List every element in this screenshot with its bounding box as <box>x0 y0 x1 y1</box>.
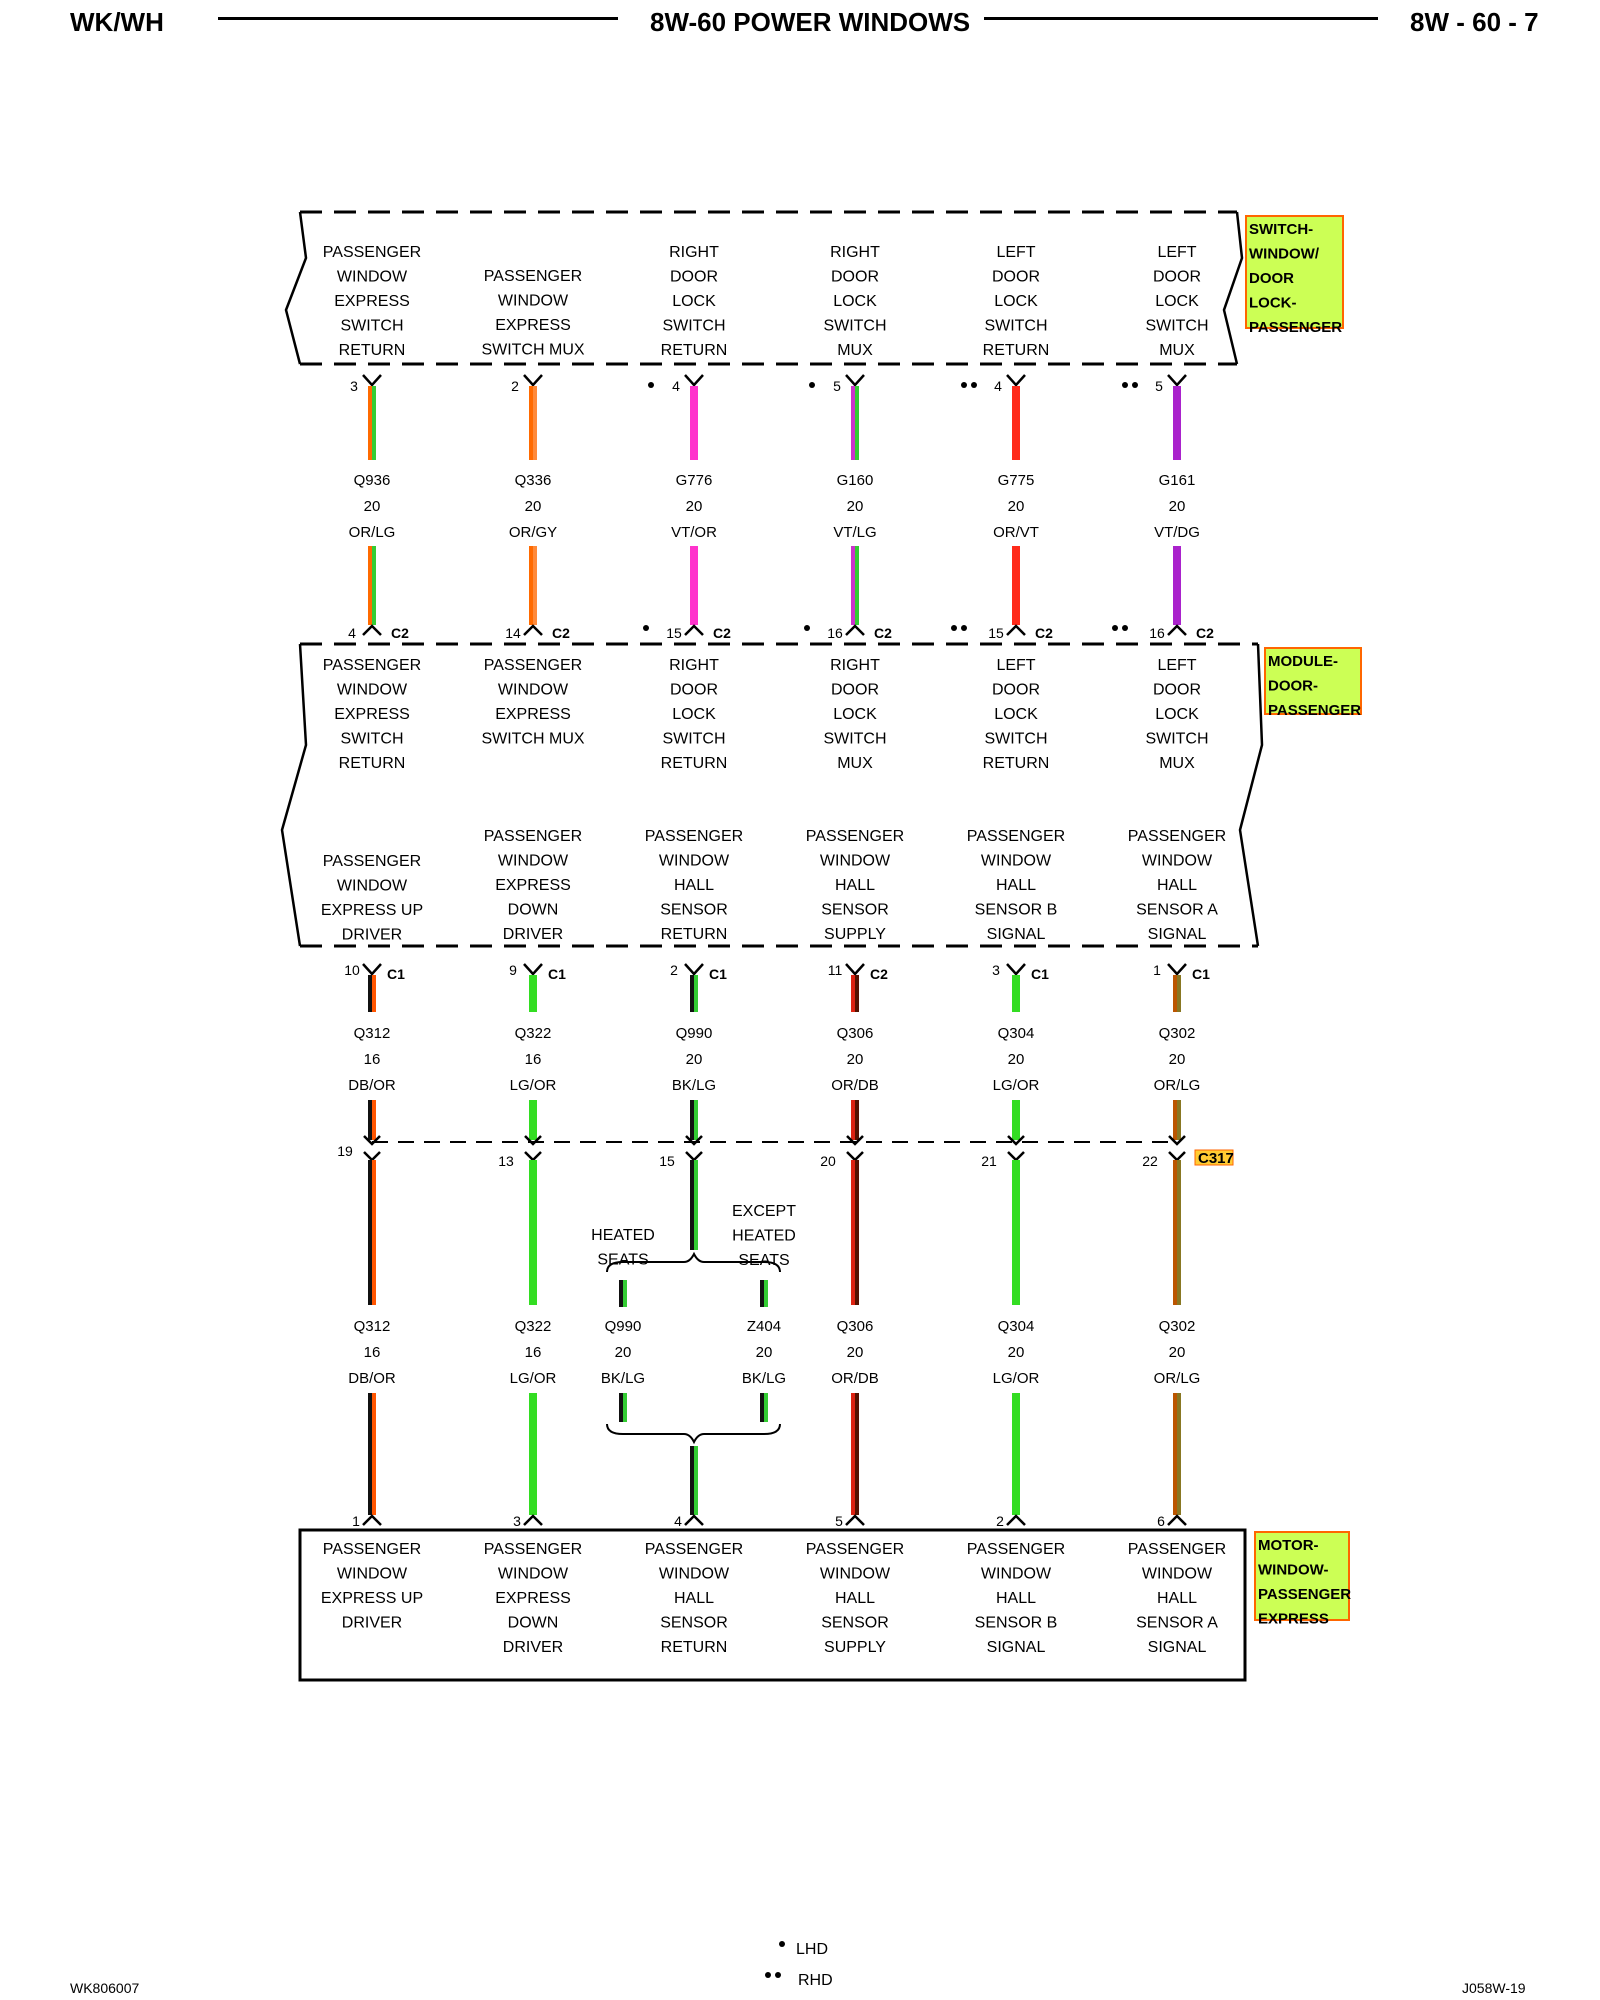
wire-gauge: 20 <box>1168 498 1186 515</box>
wire-circuit: Q936 <box>353 472 391 489</box>
switch-pin-label: LOCK <box>1155 293 1199 310</box>
c317-pin-number: 13 <box>498 1153 514 1169</box>
connector-label: C1 <box>548 966 566 982</box>
motor-pin-label: DRIVER <box>341 1614 403 1632</box>
footer-left: WK806007 <box>70 1980 140 1996</box>
switch-pin-label: LOCK <box>672 293 716 310</box>
module-top-pin-label: DOOR <box>831 681 879 699</box>
wire-circuit: Q322 <box>514 1025 552 1042</box>
wire-color: OR/LG <box>1153 1077 1201 1094</box>
switch-pin-label: PASSENGER <box>483 268 583 285</box>
motor-pin-label: PASSENGER <box>644 1541 744 1558</box>
switch-pin-number: 3 <box>350 378 358 394</box>
wire-circuit: Q304 <box>997 1318 1035 1335</box>
module-bottom-pin-label: PASSENGER <box>644 828 744 845</box>
motor-pin-label: EXPRESS <box>495 1590 571 1607</box>
switch-pin-label: RETURN <box>660 342 728 359</box>
motor-pin-number: 1 <box>352 1513 360 1529</box>
module-top-terminal <box>524 626 542 635</box>
c317-terminal <box>847 1152 863 1160</box>
footer-right: J058W-19 <box>1462 1980 1526 1996</box>
switch-pin-label: SWITCH <box>340 317 404 335</box>
wire-color: BK/LG <box>671 1077 717 1094</box>
connector-c2-label: C2 <box>874 625 892 641</box>
except-heated-seats-label: SEATS <box>738 1252 790 1269</box>
module-top-pin-number: 16 <box>1149 625 1165 641</box>
wire-circuit: Q302 <box>1158 1318 1196 1335</box>
module-top-pin-label: WINDOW <box>497 681 569 699</box>
motor-tag-text: PASSENGER <box>1258 1586 1352 1603</box>
module-bottom-terminal <box>1007 964 1025 974</box>
motor-pin-label: SIGNAL <box>1147 1639 1207 1656</box>
module-bottom-pin-label: SIGNAL <box>1147 926 1207 943</box>
wire-gauge: 20 <box>1007 1344 1025 1361</box>
rhd-marker <box>1112 625 1118 631</box>
module-bottom-pin-number: 3 <box>992 962 1000 978</box>
wire-circuit: Q306 <box>836 1318 874 1335</box>
motor-pin-label: SUPPLY <box>824 1639 886 1656</box>
rhd-marker <box>1132 382 1138 388</box>
switch-tag-text: PASSENGER <box>1249 319 1343 336</box>
switch-pin-label: SWITCH <box>1145 317 1209 335</box>
wire-circuit: Q304 <box>997 1025 1035 1042</box>
motor-terminal <box>846 1516 864 1525</box>
module-top-pin-label: RIGHT <box>669 657 719 674</box>
module-top-pin-label: PASSENGER <box>322 657 422 674</box>
c317-pin-number: 20 <box>820 1153 836 1169</box>
connector-c2-label: C2 <box>713 625 731 641</box>
motor-terminal <box>685 1516 703 1525</box>
module-top-pin-number: 16 <box>827 625 843 641</box>
module-top-pin-label: SWITCH <box>1145 730 1209 748</box>
wire-circuit: G776 <box>675 472 713 489</box>
module-top-terminal <box>685 626 703 635</box>
wire-circuit: Q322 <box>514 1318 552 1335</box>
module-top-pin-label: RIGHT <box>830 657 880 674</box>
wire-color: DB/OR <box>348 1370 396 1387</box>
motor-pin-label: WINDOW <box>336 1565 408 1583</box>
header-rule-left <box>218 17 618 20</box>
motor-pin-label: HALL <box>1156 1590 1198 1607</box>
motor-terminal <box>1007 1516 1025 1525</box>
module-bottom-pin-label: PASSENGER <box>483 828 583 845</box>
motor-tag-text: EXPRESS <box>1258 1610 1329 1628</box>
module-bottom-pin-label: HALL <box>834 877 876 894</box>
rhd-marker <box>961 625 967 631</box>
module-bottom-pin-label: WINDOW <box>1141 852 1213 870</box>
module-bottom-pin-label: WINDOW <box>336 877 408 895</box>
module-outline <box>300 644 1258 946</box>
wire-circuit: Q990 <box>604 1318 642 1335</box>
module-bottom-pin-number: 2 <box>670 962 678 978</box>
motor-pin-label: PASSENGER <box>322 1541 422 1558</box>
module-bottom-pin-label: PASSENGER <box>966 828 1066 845</box>
switch-pin-label: LEFT <box>996 244 1036 261</box>
motor-pin-label: PASSENGER <box>1127 1541 1227 1558</box>
rhd-marker <box>1122 625 1128 631</box>
rhd-legend-label: RHD <box>798 1972 833 1989</box>
rhd-legend-marker <box>775 1972 781 1978</box>
module-top-pin-label: SWITCH MUX <box>481 730 585 748</box>
module-bottom-pin-label: PASSENGER <box>1127 828 1227 845</box>
wire-color: OR/LG <box>1153 1370 1201 1387</box>
switch-pin-label: RETURN <box>982 342 1050 359</box>
switch-pin-label: RETURN <box>338 342 406 359</box>
wire-circuit: Q336 <box>514 472 552 489</box>
switch-pin-label: DOOR <box>831 268 879 286</box>
module-bottom-terminal <box>1168 964 1186 974</box>
switch-pin-label: RIGHT <box>669 244 719 261</box>
module-top-pin-label: SWITCH <box>823 730 887 748</box>
motor-pin-label: PASSENGER <box>805 1541 905 1558</box>
switch-pin-label: SWITCH <box>823 317 887 335</box>
module-bottom-pin-label: HALL <box>995 877 1037 894</box>
except-heated-seats-label: EXCEPT <box>731 1203 797 1220</box>
wire-gauge: 20 <box>524 498 542 515</box>
connector-c2-label: C2 <box>1196 625 1214 641</box>
lhd-marker <box>804 625 810 631</box>
motor-pin-label: SENSOR <box>821 1614 889 1632</box>
switch-pin-number: 4 <box>994 378 1002 394</box>
module-bottom-pin-label: SUPPLY <box>824 926 886 943</box>
wire-color: DB/OR <box>348 1077 396 1094</box>
rhd-marker <box>961 382 967 388</box>
motor-pin-number: 3 <box>513 1513 521 1529</box>
wire-color: VT/LG <box>833 524 877 541</box>
module-top-pin-number: 15 <box>988 625 1004 641</box>
wire-color: VT/DG <box>1154 524 1200 541</box>
connector-label: C2 <box>870 966 888 982</box>
switch-pin-label: MUX <box>1159 342 1195 359</box>
wire-color: VT/OR <box>671 524 717 541</box>
module-bottom-pin-label: SENSOR <box>660 901 728 919</box>
wire-color: OR/LG <box>348 524 396 541</box>
module-bottom-pin-number: 1 <box>1153 962 1161 978</box>
motor-pin-number: 6 <box>1157 1513 1165 1529</box>
switch-pin-number: 5 <box>833 378 841 394</box>
motor-pin-label: EXPRESS UP <box>320 1590 424 1607</box>
module-bottom-terminal <box>846 964 864 974</box>
wire-circuit: Q990 <box>675 1025 713 1042</box>
wire-circuit: G160 <box>836 472 874 489</box>
wire-gauge: 20 <box>1007 498 1025 515</box>
motor-pin-label: WINDOW <box>1141 1565 1213 1583</box>
switch-pin-label: SWITCH MUX <box>481 341 585 359</box>
module-top-pin-label: SWITCH <box>662 730 726 748</box>
module-bottom-pin-label: PASSENGER <box>805 828 905 845</box>
switch-pin-label: PASSENGER <box>322 244 422 261</box>
module-top-pin-label: WINDOW <box>336 681 408 699</box>
motor-pin-label: WINDOW <box>819 1565 891 1583</box>
wire-gauge: 20 <box>614 1344 632 1361</box>
c317-terminal <box>1008 1152 1024 1160</box>
wire-gauge: 16 <box>363 1051 381 1068</box>
lhd-legend-label: LHD <box>796 1941 829 1958</box>
wire-gauge: 16 <box>524 1051 542 1068</box>
switch-outline <box>300 212 1237 364</box>
switch-pin-label: WINDOW <box>336 268 408 286</box>
switch-left-edge <box>286 212 306 364</box>
switch-pin-number: 4 <box>672 378 680 394</box>
switch-terminal <box>1007 375 1025 385</box>
header-right: 8W - 60 - 7 <box>1410 7 1539 37</box>
switch-pin-number: 2 <box>511 378 519 394</box>
wire-gauge: 20 <box>846 498 864 515</box>
header-left: WK/WH <box>70 7 164 37</box>
connector-label: C1 <box>387 966 405 982</box>
module-right-edge <box>1240 644 1262 946</box>
module-top-pin-label: DOOR <box>992 681 1040 699</box>
heated-seats-label: HEATED <box>591 1227 655 1244</box>
module-bottom-pin-label: RETURN <box>660 926 728 943</box>
c317-pin-number: 21 <box>981 1153 997 1169</box>
rhd-marker <box>1122 382 1128 388</box>
switch-tag-text: WINDOW/ <box>1249 245 1319 263</box>
module-bottom-pin-label: SENSOR B <box>974 901 1058 919</box>
wire-gauge: 20 <box>1007 1051 1025 1068</box>
wire-color: OR/DB <box>831 1077 879 1094</box>
switch-pin-label: DOOR <box>670 268 718 286</box>
motor-pin-label: DOWN <box>507 1614 559 1632</box>
module-bottom-pin-label: WINDOW <box>980 852 1052 870</box>
c317-terminal <box>1169 1152 1185 1160</box>
wire-color: OR/GY <box>508 524 558 541</box>
header-title: 8W-60 POWER WINDOWS <box>650 7 971 37</box>
connector-c2-label: C2 <box>391 625 409 641</box>
module-bottom-pin-number: 10 <box>344 962 360 978</box>
switch-pin-label: SWITCH <box>984 317 1048 335</box>
module-bottom-pin-label: HALL <box>1156 877 1198 894</box>
module-bottom-pin-label: WINDOW <box>819 852 891 870</box>
module-bottom-pin-label: WINDOW <box>497 852 569 870</box>
module-top-pin-label: RETURN <box>338 755 406 772</box>
wire-gauge: 20 <box>363 498 381 515</box>
module-top-pin-label: LOCK <box>1155 706 1199 723</box>
connector-label: C1 <box>709 966 727 982</box>
module-top-pin-label: LOCK <box>833 706 877 723</box>
module-top-pin-label: MUX <box>837 755 873 772</box>
switch-pin-label: EXPRESS <box>495 317 571 334</box>
lhd-legend-marker <box>779 1941 785 1947</box>
module-tag-text: DOOR- <box>1268 677 1318 695</box>
switch-terminal <box>363 375 381 385</box>
wire-gauge: 20 <box>1168 1051 1186 1068</box>
wire-circuit: Q312 <box>353 1025 391 1042</box>
rhd-legend-marker <box>765 1972 771 1978</box>
module-top-pin-number: 15 <box>666 625 682 641</box>
module-bottom-pin-number: 9 <box>509 962 517 978</box>
module-top-pin-number: 4 <box>348 625 356 641</box>
motor-pin-label: PASSENGER <box>483 1541 583 1558</box>
connector-label: C1 <box>1192 966 1210 982</box>
switch-tag-text: LOCK- <box>1249 294 1297 312</box>
wire-gauge: 20 <box>685 498 703 515</box>
motor-pin-number: 5 <box>835 1513 843 1529</box>
module-top-pin-label: LEFT <box>1157 657 1197 674</box>
switch-pin-label: RIGHT <box>830 244 880 261</box>
wire-circuit: Q302 <box>1158 1025 1196 1042</box>
motor-pin-label: SIGNAL <box>986 1639 1046 1656</box>
switch-terminal <box>685 375 703 385</box>
motor-pin-label: SENSOR A <box>1136 1614 1218 1632</box>
module-bottom-pin-label: WINDOW <box>658 852 730 870</box>
module-top-pin-number: 14 <box>505 625 521 641</box>
module-bottom-pin-label: SENSOR <box>821 901 889 919</box>
module-top-pin-label: LOCK <box>994 706 1038 723</box>
switch-pin-label: LEFT <box>1157 244 1197 261</box>
motor-pin-label: SENSOR B <box>974 1614 1058 1632</box>
module-top-pin-label: LOCK <box>672 706 716 723</box>
module-tag-text: MODULE- <box>1268 653 1338 670</box>
motor-pin-label: WINDOW <box>980 1565 1052 1583</box>
c317-pin-number: 19 <box>337 1143 353 1159</box>
motor-terminal <box>363 1516 381 1525</box>
connector-c2-label: C2 <box>552 625 570 641</box>
switch-tag-text: DOOR <box>1249 270 1294 287</box>
c317-terminal <box>525 1152 541 1160</box>
module-top-pin-label: LEFT <box>996 657 1036 674</box>
module-bottom-pin-label: EXPRESS <box>495 877 571 894</box>
motor-pin-label: DRIVER <box>502 1639 564 1656</box>
motor-pin-label: RETURN <box>660 1639 728 1656</box>
switch-pin-label: SWITCH <box>662 317 726 335</box>
module-bottom-terminal <box>524 964 542 974</box>
c317-pin-number: 22 <box>1142 1153 1158 1169</box>
wire-color: BK/LG <box>600 1370 646 1387</box>
module-top-terminal <box>363 626 381 635</box>
switch-pin-label: LOCK <box>833 293 877 310</box>
wire-circuit: G775 <box>997 472 1035 489</box>
except-heated-seats-label: HEATED <box>732 1227 796 1245</box>
header-rule-right <box>984 17 1378 20</box>
module-top-pin-label: PASSENGER <box>483 657 583 674</box>
switch-terminal <box>524 375 542 385</box>
wire-circuit: Q306 <box>836 1025 874 1042</box>
module-top-pin-label: RETURN <box>660 755 728 772</box>
motor-terminal <box>1168 1516 1186 1525</box>
wire-color: LG/OR <box>992 1370 1040 1387</box>
module-top-terminal <box>846 626 864 635</box>
motor-pin-label: WINDOW <box>658 1565 730 1583</box>
wire-gauge: 20 <box>1168 1344 1186 1361</box>
module-top-terminal <box>1007 626 1025 635</box>
module-bottom-pin-label: PASSENGER <box>322 853 422 870</box>
module-bottom-pin-label: DOWN <box>507 901 559 919</box>
module-top-pin-label: DOOR <box>1153 681 1201 699</box>
motor-pin-label: SENSOR <box>660 1614 728 1632</box>
heated-seats-label: SEATS <box>597 1251 649 1269</box>
switch-pin-label: EXPRESS <box>334 293 410 310</box>
wire-color: OR/VT <box>993 524 1039 541</box>
motor-pin-number: 2 <box>996 1513 1004 1529</box>
switch-pin-label: DOOR <box>992 268 1040 286</box>
module-top-terminal <box>1168 626 1186 635</box>
wire-circuit: Q312 <box>353 1318 391 1335</box>
wire-color: BK/LG <box>741 1370 787 1387</box>
motor-pin-label: HALL <box>673 1590 715 1607</box>
module-bottom-pin-label: SIGNAL <box>986 926 1046 943</box>
lhd-marker <box>809 382 815 388</box>
wire-color: OR/DB <box>831 1370 879 1387</box>
wire-gauge: 16 <box>363 1344 381 1361</box>
wire-gauge: 20 <box>685 1051 703 1068</box>
module-top-pin-label: SWITCH <box>340 730 404 748</box>
wire-gauge: 16 <box>524 1344 542 1361</box>
wire-circuit: G161 <box>1158 472 1196 489</box>
switch-tag-text: SWITCH- <box>1249 221 1314 238</box>
wire-gauge: 20 <box>755 1344 773 1361</box>
wire-color: LG/OR <box>509 1077 557 1094</box>
module-top-pin-label: RETURN <box>982 755 1050 772</box>
switch-pin-number: 5 <box>1155 378 1163 394</box>
c317-tag-text: C317 <box>1198 1150 1234 1167</box>
module-bottom-pin-label: DRIVER <box>502 926 564 943</box>
connector-label: C1 <box>1031 966 1049 982</box>
split-brace-bottom <box>607 1424 780 1442</box>
module-bottom-pin-label: DRIVER <box>341 926 403 944</box>
motor-terminal <box>524 1516 542 1525</box>
switch-pin-label: WINDOW <box>497 292 569 310</box>
wire-gauge: 20 <box>846 1051 864 1068</box>
lhd-marker <box>643 625 649 631</box>
module-top-pin-label: EXPRESS <box>334 706 410 723</box>
module-top-pin-label: SWITCH <box>984 730 1048 748</box>
connector-c2-label: C2 <box>1035 625 1053 641</box>
motor-pin-label: WINDOW <box>497 1565 569 1583</box>
wire-color: LG/OR <box>992 1077 1040 1094</box>
rhd-marker <box>971 382 977 388</box>
switch-terminal <box>1168 375 1186 385</box>
motor-pin-number: 4 <box>674 1513 682 1529</box>
lhd-marker <box>648 382 654 388</box>
module-left-edge <box>282 644 306 946</box>
module-top-pin-label: DOOR <box>670 681 718 699</box>
switch-right-edge <box>1224 212 1242 364</box>
motor-tag-text: WINDOW- <box>1258 1561 1329 1579</box>
module-tag-text: PASSENGER <box>1268 702 1362 719</box>
module-bottom-pin-label: HALL <box>673 877 715 894</box>
switch-pin-label: MUX <box>837 342 873 359</box>
switch-pin-label: LOCK <box>994 293 1038 310</box>
motor-outline <box>300 1530 1245 1680</box>
module-top-pin-label: MUX <box>1159 755 1195 772</box>
c317-terminal <box>686 1152 702 1160</box>
wire-circuit: Z404 <box>746 1318 782 1335</box>
module-bottom-terminal <box>363 964 381 974</box>
motor-tag-text: MOTOR- <box>1258 1537 1319 1554</box>
module-bottom-pin-label: EXPRESS UP <box>320 902 424 919</box>
motor-pin-label: HALL <box>995 1590 1037 1607</box>
module-bottom-pin-number: 11 <box>827 962 843 978</box>
c317-terminal <box>364 1152 380 1160</box>
rhd-marker <box>951 625 957 631</box>
motor-pin-label: PASSENGER <box>966 1541 1066 1558</box>
module-bottom-pin-label: SENSOR A <box>1136 901 1218 919</box>
wire-color: LG/OR <box>509 1370 557 1387</box>
module-top-pin-label: EXPRESS <box>495 706 571 723</box>
switch-pin-label: DOOR <box>1153 268 1201 286</box>
motor-pin-label: HALL <box>834 1590 876 1607</box>
module-bottom-terminal <box>685 964 703 974</box>
switch-terminal <box>846 375 864 385</box>
wire-gauge: 20 <box>846 1344 864 1361</box>
c317-pin-number: 15 <box>659 1153 675 1169</box>
